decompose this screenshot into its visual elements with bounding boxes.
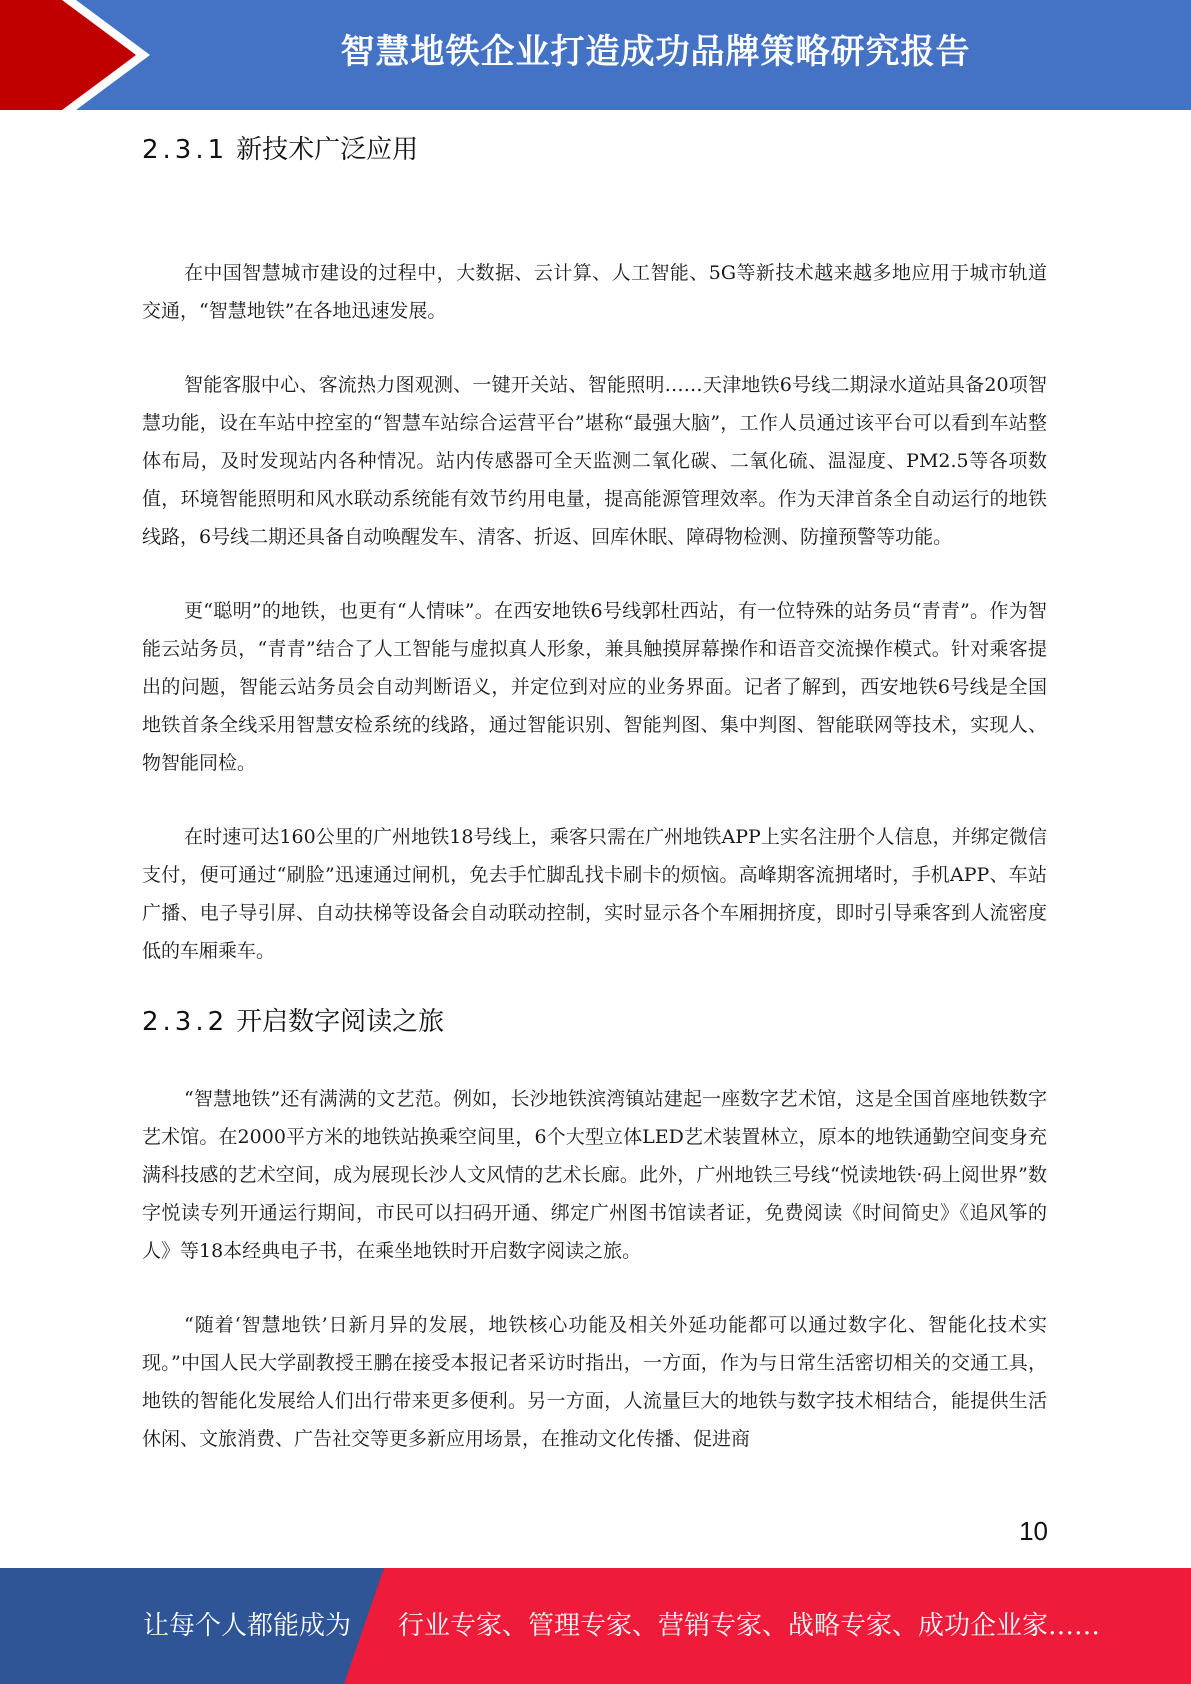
header-band: [0, 0, 1191, 110]
section-number: 2.3.2: [142, 1007, 229, 1037]
report-body: [142, 128, 1047, 1458]
paragraph: 智能客服中心、客流热力图观测、一键开关站、智能照明……天津地铁6号线二期渌水道站具备20项智慧功能，设在车站中控室的“智慧车站综合运营平台”堪称“最强大脑”，工作人员通过该平台可以看到车站整体布局，及时发现站内各种情况。站内传感器可全天监测二氧化碳、二氧化硫、温湿度、PM2.5等各项数值，环境智能照明和风水联动系统能有效节约用电量，提高能源管理效率。作为天津首条全自动运行的地铁线路，6号线二期还具备自动唤醒发车、清客、折返、回库休眠、障碍物检测、防撞预警等功能。: [142, 374, 1047, 548]
section-heading: [142, 1000, 1047, 1044]
section-heading: [142, 128, 1047, 172]
section-title: 开启数字阅读之旅: [236, 1007, 445, 1037]
page-number: 10: [1019, 1516, 1048, 1546]
footer-slogan-left: 让每个人都能成为: [143, 1611, 352, 1641]
header-arrow-decoration: [0, 0, 160, 110]
footer-band: [0, 1568, 1191, 1684]
paragraph: 在中国智慧城市建设的过程中，大数据、云计算、人工智能、5G等新技术越来越多地应用于城市轨道交通，“智慧地铁”在各地迅速发展。: [142, 262, 1047, 322]
section-title: 新技术广泛应用: [236, 135, 419, 165]
paragraph: “随着‘智慧地铁’日新月异的发展，地铁核心功能及相关外延功能都可以通过数字化、智能化技术实现。”中国人民大学副教授王鹏在接受本报记者采访时指出，一方面，作为与日常生活密切相关的交通工具，地铁的智能化发展给人们出行带来更多便利。另一方面，人流量巨大的地铁与数字技术相结合，能提供生活休闲、文旅消费、广告社交等更多新应用场景，在推动文化传播、促进商: [142, 1314, 1047, 1450]
paragraph: “智慧地铁”还有满满的文艺范。例如，长沙地铁滨湾镇站建起一座数字艺术馆，这是全国首座地铁数字艺术馆。在2000平方米的地铁站换乘空间里，6个大型立体LED艺术装置林立，原本的地铁通勤空间变身充满科技感的艺术空间，成为展现长沙人文风情的艺术长廊。此外，广州地铁三号线“悦读地铁·码上阅世界”数字悦读专列开通运行期间，市民可以扫码开通、绑定广州图书馆读者证，免费阅读《时间简史》《追风筝的人》等18本经典电子书，在乘坐地铁时开启数字阅读之旅。: [142, 1088, 1047, 1262]
paragraph: 在时速可达160公里的广州地铁18号线上，乘客只需在广州地铁APP上实名注册个人信息，并绑定微信支付，便可通过“刷脸”迅速通过闸机，免去手忙脚乱找卡刷卡的烦恼。高峰期客流拥堵时，手机APP、车站广播、电子导引屏、自动扶梯等设备会自动联动控制，实时显示各个车厢拥挤度，即时引导乘客到人流密度低的车厢乘车。: [142, 826, 1047, 962]
section-number: 2.3.1: [142, 135, 229, 165]
footer-slogan-right: 行业专家、管理专家、营销专家、战略专家、成功企业家……: [398, 1611, 1101, 1641]
paragraph: 更“聪明”的地铁，也更有“人情味”。在西安地铁6号线郭杜西站，有一位特殊的站务员“青青”。作为智能云站务员，“青青”结合了人工智能与虚拟真人形象，兼具触摸屏幕操作和语音交流操作模式。针对乘客提出的问题，智能云站务员会自动判断语义，并定位到对应的业务界面。记者了解到，西安地铁6号线是全国地铁首条全线采用智慧安检系统的线路，通过智能识别、智能判图、集中判图、智能联网等技术，实现人、物智能同检。: [142, 600, 1047, 774]
report-title: 智慧地铁企业打造成功品牌策略研究报告: [340, 32, 971, 72]
